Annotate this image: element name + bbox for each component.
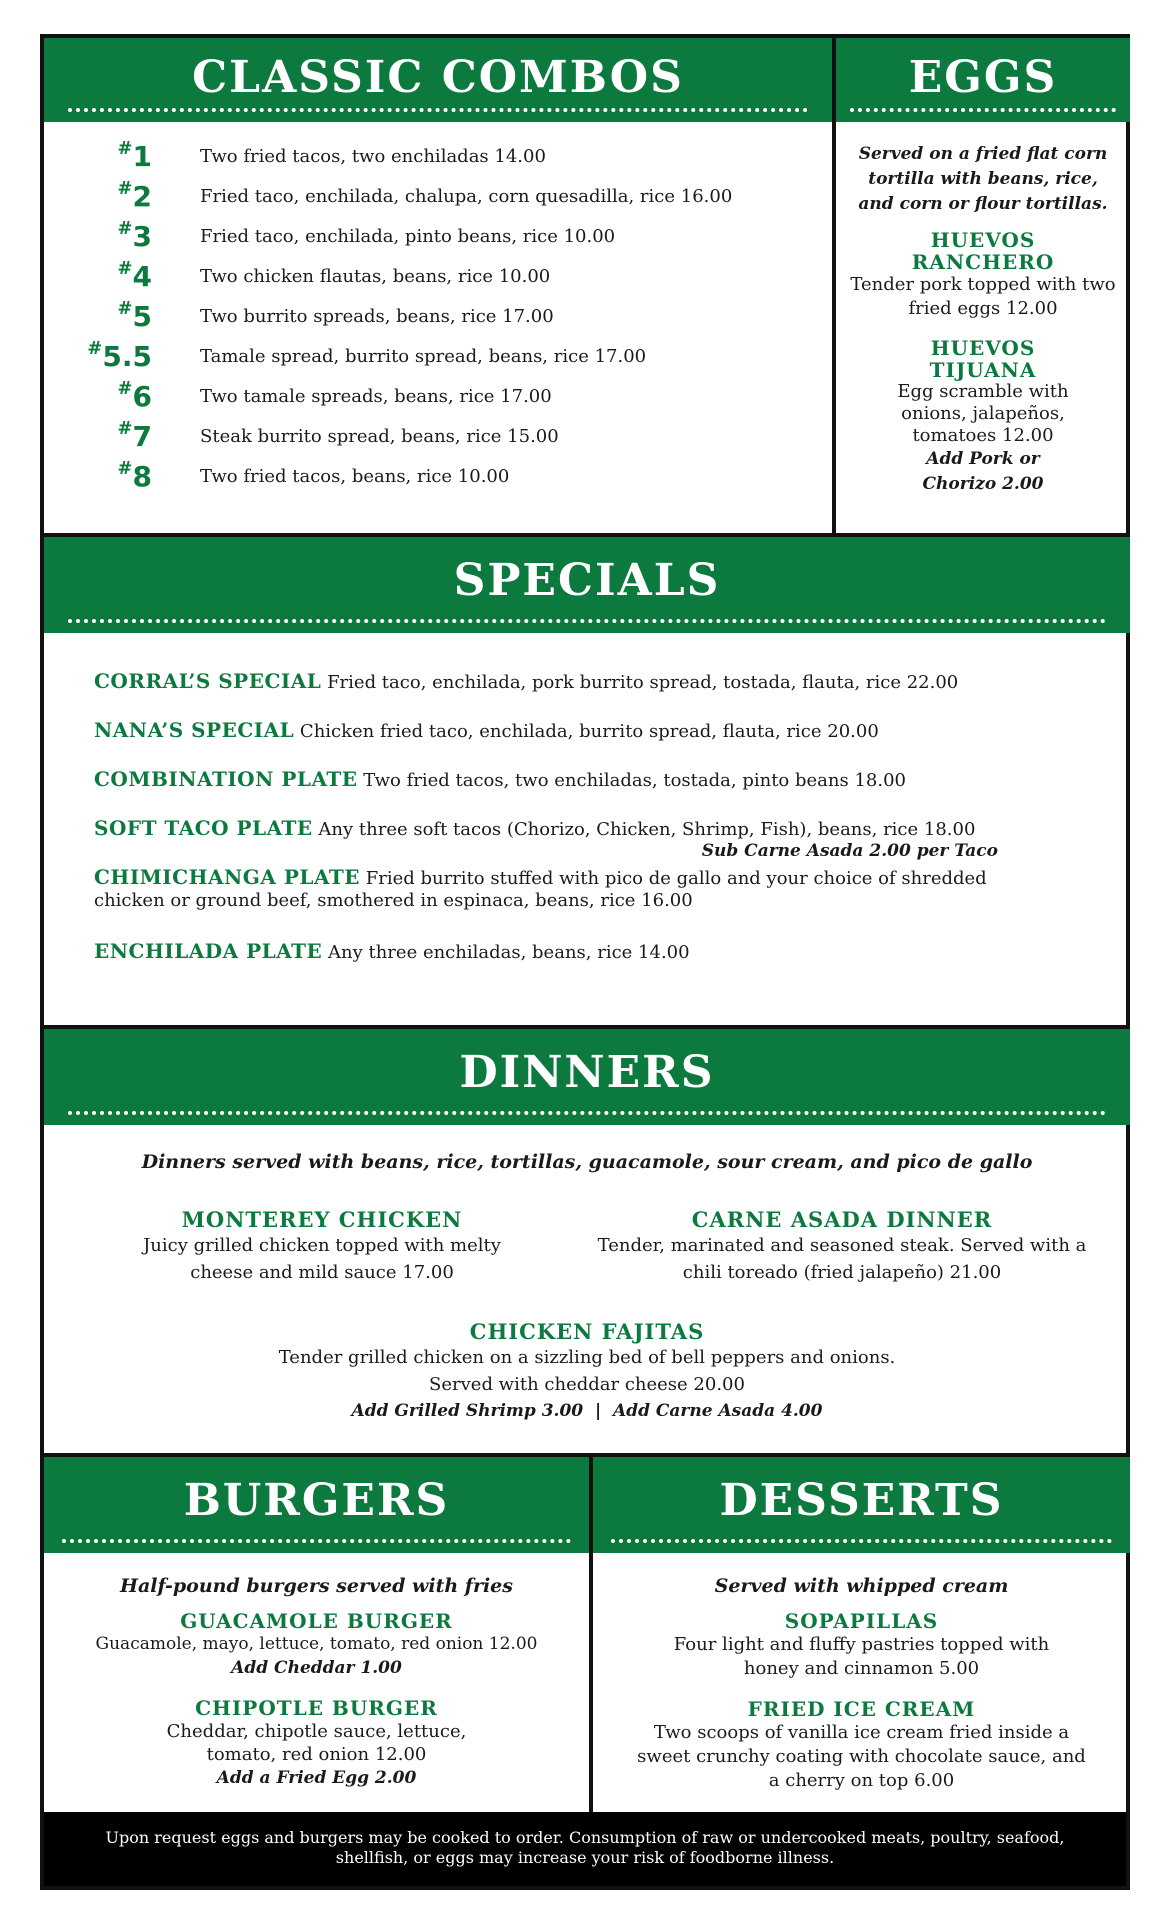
special-desc: Fried taco, enchilada, pork burrito spread, tostada, flauta, rice 22.00 (327, 672, 959, 693)
combo-desc: Steak burrito spread, beans, rice 15.00 (200, 426, 559, 447)
eggs-item-desc: Tender pork topped with two fried eggs 12.00 (850, 274, 1116, 319)
special-desc: Two fried tacos, two enchiladas, tostada, pinto beans 18.00 (363, 770, 906, 791)
special-desc: Chicken fried taco, enchilada, burrito spread, flauta, rice 20.00 (299, 721, 879, 742)
desserts-title: DESSERTS (719, 1475, 1004, 1526)
dinner-name: MONTEREY CHICKEN (181, 1207, 463, 1232)
special-name: COMBINATION PLATE (94, 767, 358, 791)
burger-item (44, 1609, 589, 1680)
combo-desc: Tamale spread, burrito spread, beans, rice 17.00 (200, 346, 647, 367)
special-item (94, 940, 1094, 964)
burger-name: CHIPOTLE BURGER (195, 1696, 438, 1720)
desserts-section (593, 1457, 1130, 1820)
desserts-note: Served with whipped cream (714, 1575, 1009, 1597)
burger-addon: Add Cheddar 1.00 (231, 1658, 402, 1678)
special-desc: Any three enchiladas, beans, rice 14.00 (328, 942, 690, 963)
eggs-title: EGGS (908, 52, 1058, 103)
classic-combos-section (44, 38, 832, 533)
combo-desc: Two fried tacos, two enchiladas 14.00 (200, 146, 546, 167)
combo-item (80, 418, 820, 458)
combo-desc: Two burrito spreads, beans, rice 17.00 (200, 306, 554, 327)
combo-number: #5 (117, 298, 152, 333)
dessert-desc: Two scoops of vanilla ice cream fried inside a sweet crunchy coating with chocolate sauce, and a cherry on top 6.00 (637, 1722, 1086, 1791)
combo-item (80, 458, 820, 498)
special-desc: Fried burrito stuffed with pico de gallo and your choice of shredded chicken or ground beef, smothered in espinaca, beans, rice 16.00 (94, 868, 987, 911)
burgers-header (44, 1457, 589, 1553)
burgers-note: Half-pound burgers served with fries (120, 1575, 513, 1597)
combo-number: #8 (117, 458, 152, 493)
combo-desc: Two chicken flautas, beans, rice 10.00 (200, 266, 551, 287)
special-item (94, 866, 994, 912)
combo-item (80, 338, 820, 378)
carne-asada-dinner (592, 1207, 1092, 1286)
dessert-item (593, 1697, 1130, 1793)
combo-item (80, 258, 820, 298)
special-name: CHIMICHANGA PLATE (94, 865, 360, 889)
burgers-title: BURGERS (183, 1475, 450, 1526)
combo-number: #1 (117, 138, 152, 173)
special-name: ENCHILADA PLATE (94, 939, 323, 963)
combo-desc: Fried taco, enchilada, pinto beans, rice 10.00 (200, 226, 616, 247)
combo-item (80, 298, 820, 338)
eggs-note: Served on a fried flat corn tortilla with beans, rice, and corn or flour tortillas. (858, 144, 1108, 214)
combo-number: #5.5 (87, 338, 152, 373)
dessert-item (593, 1609, 1130, 1681)
combo-item (80, 138, 820, 178)
dinner-desc-line: Tender grilled chicken on a sizzling bed of bell peppers and onions. (278, 1347, 896, 1368)
dinner-addon: Add Grilled Shrimp 3.00 | Add Carne Asada 4.00 (351, 1401, 823, 1421)
dinners-header (44, 1029, 1130, 1125)
specials-title: SPECIALS (453, 555, 721, 606)
combo-item (80, 218, 820, 258)
dessert-desc: Four light and fluffy pastries topped with honey and cinnamon 5.00 (673, 1634, 1050, 1679)
dessert-name: FRIED ICE CREAM (747, 1697, 976, 1721)
combo-number: #2 (117, 178, 152, 213)
combo-desc: Fried taco, enchilada, chalupa, corn quesadilla, rice 16.00 (200, 186, 733, 207)
dinners-title: DINNERS (459, 1047, 715, 1098)
special-item (94, 817, 1094, 861)
dinner-desc: Juicy grilled chicken topped with melty cheese and mild sauce 17.00 (143, 1235, 501, 1283)
eggs-item-name: HUEVOS RANCHERO (911, 228, 1055, 274)
classic-combos-title: CLASSIC COMBOS (192, 52, 684, 103)
burger-name: GUACAMOLE BURGER (180, 1609, 453, 1633)
eggs-item-addon: Add Pork or Chorizo 2.00 (922, 449, 1044, 494)
eggs-header (836, 38, 1130, 122)
specials-header (44, 537, 1130, 633)
special-name: SOFT TACO PLATE (94, 816, 313, 840)
special-item (94, 719, 1094, 743)
dinners-note: Dinners served with beans, rice, tortillas, guacamole, sour cream, and pico de gallo (141, 1151, 1033, 1173)
dinner-name: CHICKEN FAJITAS (469, 1319, 705, 1344)
burger-desc: Cheddar, chipotle sauce, lettuce, tomato, red onion 12.00 (166, 1721, 467, 1765)
chicken-fajitas (44, 1319, 1130, 1424)
burgers-section (44, 1457, 589, 1820)
combo-item (80, 378, 820, 418)
special-name: CORRAL’S SPECIAL (94, 669, 322, 693)
eggs-section (836, 38, 1130, 533)
eggs-item-name: HUEVOS TIJUANA (929, 336, 1037, 382)
menu-frame (40, 34, 1130, 1890)
special-item (94, 768, 1094, 792)
burger-desc: Guacamole, mayo, lettuce, tomato, red onion 12.00 (95, 1634, 538, 1654)
specials-section (44, 537, 1130, 1025)
dinner-desc-line: Served with cheddar cheese 20.00 (429, 1374, 745, 1395)
footer-text: Upon request eggs and burgers may be cooked to order. Consumption of raw or undercooked meats, poultry, seafood, shellfish, or eggs may increase your risk of foodborne illness. (105, 1828, 1065, 1867)
dinner-desc: Tender, marinated and seasoned steak. Served with a chili toreado (fried jalapeño) 21.00 (597, 1235, 1087, 1283)
eggs-item (846, 229, 1120, 321)
classic-combos-header (44, 38, 832, 122)
combo-number: #4 (117, 258, 152, 293)
special-item (94, 670, 1094, 694)
dinners-section (44, 1029, 1130, 1453)
combo-number: #7 (117, 418, 152, 453)
desserts-header (593, 1457, 1130, 1553)
monterey-chicken (102, 1207, 542, 1286)
combo-desc: Two fried tacos, beans, rice 10.00 (200, 466, 510, 487)
combo-item (80, 178, 820, 218)
special-name: NANA’S SPECIAL (94, 718, 295, 742)
eggs-item-desc: Egg scramble with onions, jalapeños, tomatoes 12.00 (897, 381, 1069, 446)
burger-item (44, 1696, 589, 1790)
special-desc: Any three soft tacos (Chorizo, Chicken, Shrimp, Fish), beans, rice 18.00 (318, 819, 976, 840)
special-note: Sub Carne Asada 2.00 per Taco (701, 841, 998, 861)
combo-desc: Two tamale spreads, beans, rice 17.00 (200, 386, 552, 407)
combo-number: #3 (117, 218, 152, 253)
eggs-item (846, 337, 1120, 497)
dessert-name: SOPAPILLAS (784, 1609, 939, 1633)
burger-addon: Add a Fried Egg 2.00 (216, 1768, 417, 1788)
food-safety-footer (44, 1812, 1126, 1886)
combo-number: #6 (117, 378, 152, 413)
dinner-name: CARNE ASADA DINNER (691, 1207, 993, 1232)
